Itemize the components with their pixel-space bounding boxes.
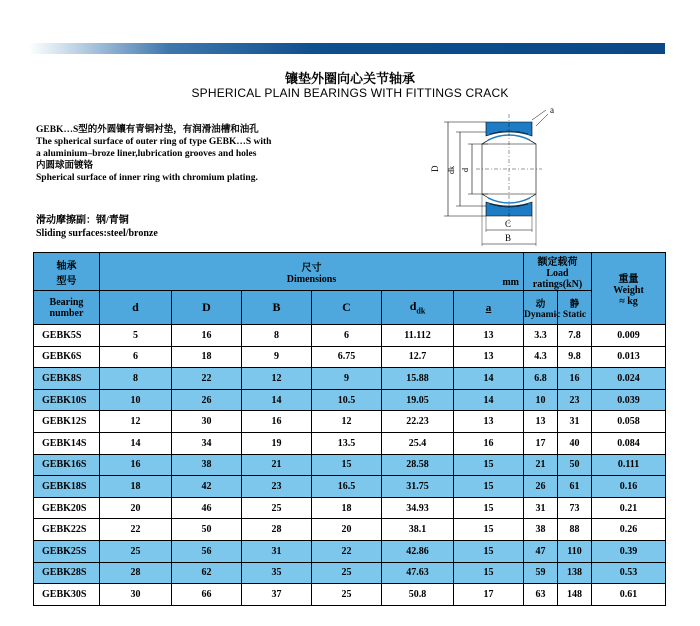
cell-a: 15 [454, 540, 524, 562]
cell-d: 22 [100, 519, 172, 541]
cell-a: 13 [454, 325, 524, 347]
table-body [34, 325, 666, 606]
table-row [34, 368, 666, 390]
cell-part-number: GEBK8S [34, 368, 100, 390]
cell-static: 88 [558, 519, 592, 541]
cell-B: 19 [242, 432, 312, 454]
weight-header: 重量 Weight ≈ kg [592, 253, 666, 325]
page-title-en: SPHERICAL PLAIN BEARINGS WITH FITTINGS CRACK [191, 86, 509, 100]
cell-part-number: GEBK22S [34, 519, 100, 541]
cell-C: 25 [312, 562, 382, 584]
cell-B: 37 [242, 584, 312, 606]
cell-static: 61 [558, 476, 592, 498]
cell-static: 9.8 [558, 346, 592, 368]
cell-weight: 0.26 [592, 519, 666, 541]
cell-part-number: GEBK5S [34, 325, 100, 347]
cell-static: 110 [558, 540, 592, 562]
bearing-header-en: Bearing number [34, 291, 100, 325]
cell-d: 16 [100, 454, 172, 476]
bearing-spec-table [33, 252, 666, 606]
col-C: C [312, 291, 382, 325]
label-a: a [550, 105, 554, 115]
cell-d: 25 [100, 540, 172, 562]
cell-static: 138 [558, 562, 592, 584]
col-dk: $d_{dk}$ [382, 291, 454, 325]
cell-dynamic: 47 [524, 540, 558, 562]
cell-C: 9 [312, 368, 382, 390]
col-d: d [100, 291, 172, 325]
cell-static: 148 [558, 584, 592, 606]
cell-d: 12 [100, 411, 172, 433]
cell-D: 30 [172, 411, 242, 433]
cell-D: 50 [172, 519, 242, 541]
cell-D: 62 [172, 562, 242, 584]
cell-dynamic: 10 [524, 389, 558, 411]
cell-dynamic: 6.8 [524, 368, 558, 390]
cell-d: 5 [100, 325, 172, 347]
cell-weight: 0.39 [592, 540, 666, 562]
top-banner-bar [28, 43, 665, 54]
cell-dynamic: 26 [524, 476, 558, 498]
cell-dk: 31.75 [382, 476, 454, 498]
sliding-en: Sliding surfaces:steel/bronze [36, 228, 158, 239]
cell-dynamic: 3.3 [524, 325, 558, 347]
table-row [34, 584, 666, 606]
cell-dynamic: 63 [524, 584, 558, 606]
cell-C: 10.5 [312, 389, 382, 411]
sliding-cn: 滑动摩擦副：钢/青铜 [36, 215, 129, 226]
table-row [34, 519, 666, 541]
cell-part-number: GEBK14S [34, 432, 100, 454]
cell-part-number: GEBK20S [34, 497, 100, 519]
table-row [34, 454, 666, 476]
col-dynamic: 动 Dynamic [524, 291, 558, 325]
cell-D: 66 [172, 584, 242, 606]
cell-d: 18 [100, 476, 172, 498]
description-line: GEBK…S型的外圆镶有青铜衬垫，有润滑油槽和油孔 [36, 125, 259, 135]
cell-B: 25 [242, 497, 312, 519]
cell-dynamic: 31 [524, 497, 558, 519]
cell-a: 15 [454, 519, 524, 541]
description-line: 内圆球面镀铬 [36, 161, 94, 171]
col-D: D [172, 291, 242, 325]
table-row [34, 562, 666, 584]
cell-static: 7.8 [558, 325, 592, 347]
cell-d: 8 [100, 368, 172, 390]
bearing-diagram [430, 104, 570, 250]
label-C: C [505, 219, 512, 229]
cell-a: 13 [454, 411, 524, 433]
cell-dk: 50.8 [382, 584, 454, 606]
cell-a: 16 [454, 432, 524, 454]
cell-weight: 0.009 [592, 325, 666, 347]
cell-D: 42 [172, 476, 242, 498]
cell-a: 15 [454, 497, 524, 519]
cell-B: 16 [242, 411, 312, 433]
table-row [34, 346, 666, 368]
cell-D: 38 [172, 454, 242, 476]
cell-D: 56 [172, 540, 242, 562]
cell-d: 30 [100, 584, 172, 606]
cell-C: 16.5 [312, 476, 382, 498]
dimensions-header: 尺寸 Dimensions mm [100, 253, 524, 291]
table-row [34, 432, 666, 454]
cell-dk: 28.58 [382, 454, 454, 476]
cell-weight: 0.024 [592, 368, 666, 390]
cell-D: 16 [172, 325, 242, 347]
cell-dk: 42.86 [382, 540, 454, 562]
cell-part-number: GEBK16S [34, 454, 100, 476]
cell-B: 31 [242, 540, 312, 562]
cell-dk: 25.4 [382, 432, 454, 454]
cell-weight: 0.61 [592, 584, 666, 606]
cell-part-number: GEBK30S [34, 584, 100, 606]
cell-B: 28 [242, 519, 312, 541]
col-B: B [242, 291, 312, 325]
cell-a: 17 [454, 584, 524, 606]
table-row [34, 540, 666, 562]
cell-dk: 11.112 [382, 325, 454, 347]
sliding-surfaces [36, 214, 158, 240]
load-ratings-header: 额定载荷 Load ratings(kN) [524, 253, 592, 291]
label-B: B [505, 233, 512, 243]
cell-d: 14 [100, 432, 172, 454]
cell-weight: 0.013 [592, 346, 666, 368]
table-row [34, 497, 666, 519]
cell-dk: 12.7 [382, 346, 454, 368]
cell-dynamic: 17 [524, 432, 558, 454]
cell-dk: 15.88 [382, 368, 454, 390]
label-d: d [461, 168, 470, 172]
cell-dk: 19.05 [382, 389, 454, 411]
cell-a: 14 [454, 389, 524, 411]
cell-dk: 22.23 [382, 411, 454, 433]
cell-dynamic: 59 [524, 562, 558, 584]
cell-dk: 34.93 [382, 497, 454, 519]
cell-weight: 0.53 [592, 562, 666, 584]
cell-weight: 0.16 [592, 476, 666, 498]
cell-a: 14 [454, 368, 524, 390]
col-static: 静 Static [558, 291, 592, 325]
cell-dk: 47.63 [382, 562, 454, 584]
col-a: a [454, 291, 524, 325]
table-row [34, 476, 666, 498]
cell-part-number: GEBK28S [34, 562, 100, 584]
cell-part-number: GEBK25S [34, 540, 100, 562]
description-line: The spherical surface of outer ring of type GEBK…S with [36, 137, 272, 147]
bearing-header-cn: 轴承 型号 [34, 253, 100, 291]
cell-B: 23 [242, 476, 312, 498]
cell-a: 13 [454, 346, 524, 368]
cell-C: 18 [312, 497, 382, 519]
cell-weight: 0.058 [592, 411, 666, 433]
cell-dynamic: 4.3 [524, 346, 558, 368]
cell-part-number: GEBK12S [34, 411, 100, 433]
cell-a: 15 [454, 562, 524, 584]
cell-d: 28 [100, 562, 172, 584]
cell-d: 20 [100, 497, 172, 519]
cell-part-number: GEBK6S [34, 346, 100, 368]
page-title-cn: 镶垫外圈向心关节轴承 [284, 72, 415, 87]
cell-dynamic: 13 [524, 411, 558, 433]
cell-D: 46 [172, 497, 242, 519]
cell-static: 16 [558, 368, 592, 390]
cell-a: 15 [454, 454, 524, 476]
cell-D: 34 [172, 432, 242, 454]
cell-weight: 0.111 [592, 454, 666, 476]
label-D: D [430, 165, 440, 172]
cell-static: 31 [558, 411, 592, 433]
cell-weight: 0.084 [592, 432, 666, 454]
table-row [34, 325, 666, 347]
cell-d: 6 [100, 346, 172, 368]
cell-weight: 0.039 [592, 389, 666, 411]
cell-dynamic: 21 [524, 454, 558, 476]
description-line: a aluminium–broze liner,lubrication grooves and holes [36, 149, 257, 159]
cell-C: 15 [312, 454, 382, 476]
table-row [34, 389, 666, 411]
cell-B: 9 [242, 346, 312, 368]
description-line: Spherical surface of inner ring with chromium plating. [36, 173, 258, 183]
cell-C: 12 [312, 411, 382, 433]
cell-D: 26 [172, 389, 242, 411]
cell-weight: 0.21 [592, 497, 666, 519]
cell-C: 25 [312, 584, 382, 606]
cell-C: 13.5 [312, 432, 382, 454]
cell-d: 10 [100, 389, 172, 411]
cell-C: 20 [312, 519, 382, 541]
cell-part-number: GEBK10S [34, 389, 100, 411]
cell-a: 15 [454, 476, 524, 498]
cell-dk: 38.1 [382, 519, 454, 541]
cell-B: 14 [242, 389, 312, 411]
cell-static: 23 [558, 389, 592, 411]
label-dk: dk [447, 166, 456, 174]
cell-C: 22 [312, 540, 382, 562]
cell-C: 6.75 [312, 346, 382, 368]
cell-B: 21 [242, 454, 312, 476]
description-block [36, 124, 431, 184]
cell-B: 12 [242, 368, 312, 390]
cell-part-number: GEBK18S [34, 476, 100, 498]
cell-static: 73 [558, 497, 592, 519]
cell-static: 40 [558, 432, 592, 454]
table-row [34, 411, 666, 433]
cell-B: 8 [242, 325, 312, 347]
cell-D: 18 [172, 346, 242, 368]
cell-D: 22 [172, 368, 242, 390]
cell-static: 50 [558, 454, 592, 476]
cell-B: 35 [242, 562, 312, 584]
cell-C: 6 [312, 325, 382, 347]
cell-dynamic: 38 [524, 519, 558, 541]
